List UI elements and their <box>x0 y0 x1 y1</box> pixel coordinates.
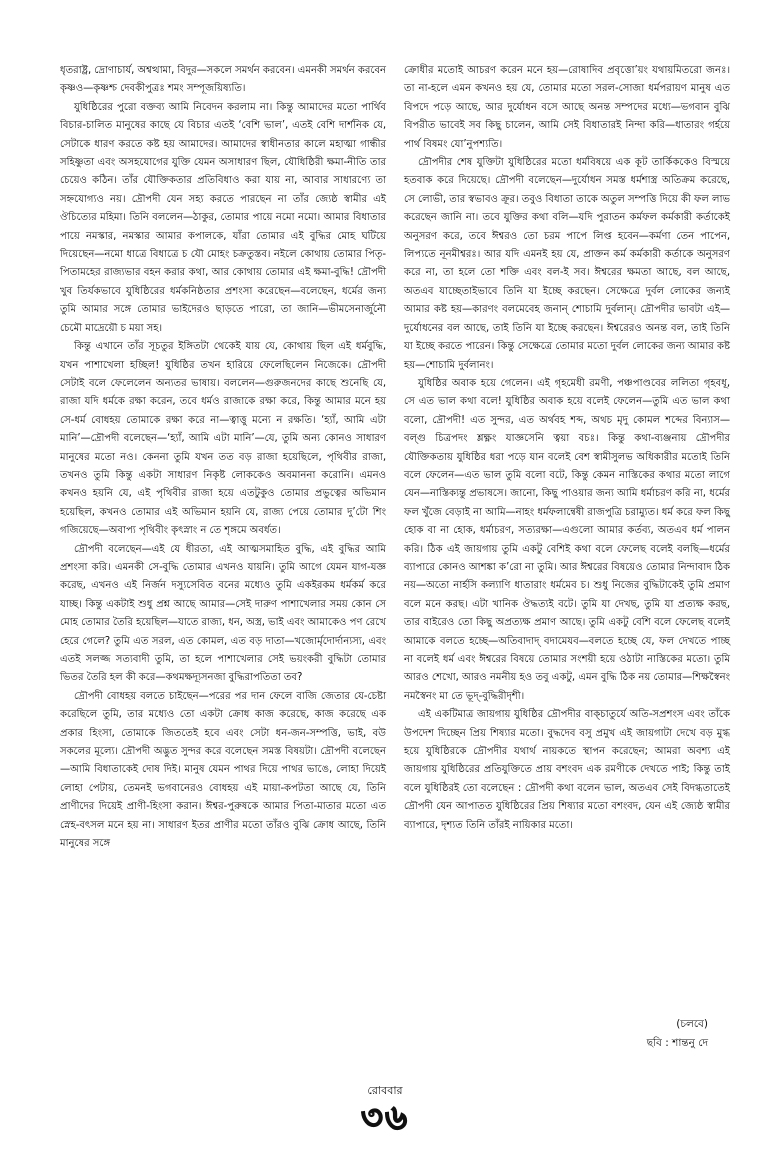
right-column <box>404 62 730 835</box>
paragraph: দ্রৌপদী বলেছেন—এই যে ধীরতা, এই আত্মসমাহিত বুদ্ধি, এই বুদ্ধির আমি প্রশংসা করি। এমনকী সে-বুদ্ধি তোমার এখনও যায়নি। তুমি আগে যেমন যাগ-যজ্ঞ করেছ, এখনও এই নির্জন দস্যুসেবিত বনের মধ্যেও তুমি একইরকম ধর্মকর্ম করে যাচ্ছ। কিন্তু একটাই শুধু প্রশ্ন আছে আমার—সেই দারুণ পাশাখেলার সময় কোন সে মোহ তোমার তৈরি হয়েছিল—যাতে রাজ্য, ধন, অস্ত্র, ভাই এবং আমাকেও পণ রেখে হেরে গেলে? তুমি এত সরল, এত কোমল, এত বড় দাতা—খজোর্মৃদোর্দান্যস্য, এবং এতই সলজ্জ সত্যবাদী তুমি, তা হলে পাশাখেলার সেই ভয়ংকরী বুদ্ধিটা তোমার ভিতর তৈরি হল কী করে—কথমক্ষদ্যূসনজা বুদ্ধিরাপতিতা তব? <box>60 543 386 684</box>
paragraph: যুধিষ্ঠিরের পুরো বক্তব্য আমি নিবেদন করলাম না। কিন্তু আমাদের মতো পার্থিব বিচার-চালিত মানুষের কাছে যে বিচার এতই ‘বেশি ভাল’, এতই বেশি দার্শনিক যে, সেটাকে ধারণ করতে কষ্ট হয় আমাদের। আমাদের স্বাধীনতার কালে মহাত্মা গান্ধীর সহিষ্ণুতা এবং অসহযোগের যুক্তি যেমন অসাধারণ ছিল, যৌধিষ্ঠিরী ক্ষমা-নীতি তার চেয়েও কঠিন। তাঁর যৌক্তিকতার প্রতিবিধাও করা যায় না, আবার সাধারণ্যে তা সহ্নযোগ্যও নয়। দ্রৌপদী যেন সহ্য করতে পারছেন না তাঁর জ্যেষ্ঠ স্বামীর এই ঔচিত্যের মহিমা। তিনি বললেন—ঠাকুর, তোমার পায়ে নমো নমো। আমার বিধাতার পায়ে নমস্কার, নমস্কার আমার কপালকে, যাঁরা তোমার এই বুদ্ধির মোহ ঘটিয়ে দিয়েছেন—নমো ধাত্রে বিধাত্রে চ যৌ মোহং চক্রতুস্তব। নইলে কোথায় তোমার পিতৃ-পিতামহের রাজ্যভার বহন করার কথা, আর কোথায় তোমার এই ক্ষমা-বুদ্ধি! দ্রৌপদী খুব তির্যকভাবে যুধিষ্ঠিরের ধর্মকনিষ্ঠতার প্রশংসা করেছেন—বলেছেন, ধর্মের জন্য তুমি আমার সঙ্গে তোমার ভাইদেরও ছাড়তে পারো, তা জানি—ভীমসেনার্জুনৌ চেমৌ মাদ্রেয়ৌ চ ময়া সহ। <box>60 101 386 334</box>
magazine-name: রোববার <box>367 1084 403 1097</box>
paragraph: দ্রৌপদীর শেষ যুক্তিটা যুধিষ্ঠিরের মতো ধর্মবিষয়ে এক কূট তার্কিককেও বিস্ময়ে হতবাক করে দিয়েছে। দ্রৌপদী বলেছেন—দুর্যোধন সমস্ত ধর্মশাস্ত্র অতিক্রম করেছে, সে লোভী, তার স্বভাবও ক্রূর। তবুও বিধাতা তাকে অতুল সম্পত্তি দিয়ে কী ফল লাভ করেছেন জানি না। তবে যুক্তির কথা বলি—যদি পুরাতন কর্মফল কর্মকারী কর্তাকেই অনুসরণ করে, তবে ঈশ্বরও তো চরম পাপে লিপ্ত হবেন—কর্মণা তেন পাপেন, লিপ্যতে নূনমীশ্বরঃ। আর যদি এমনই হয় যে, প্রাক্তন কর্ম কর্মকারী কর্তাকে অনুসরণ করে না, তা হলে তো শক্তি এবং বল-ই সব। ঈশ্বরের ক্ষমতা আছে, বল আছে, অতএব যাচ্ছেতাইভাবে তিনি যা ইচ্ছে করছেন। সেক্ষেত্রে দুর্বল লোকের জন্যই আমার কষ্ট হয়—কারণং বলমেবেহ জনান্‌ শোচামি দুর্বলান্‌। দ্রৌপদীর ভাবটা এই—দুর্যোধনের বল আছে, তাই তিনি যা ইচ্ছে করছেন। ঈশ্বরেরও অনন্ত বল, তাই তিনি যা ইচ্ছে করতে পারেন। কিন্তু সেক্ষেত্রে তোমার মতো দুর্বল লোকের জন্য আমার কষ্ট হয়—শোচামি দুর্বলানং। <box>404 157 730 371</box>
paragraph: কিন্তু এখানে তাঁর সূচতুর ইঙ্গিতটা থেকেই যায় যে, কোথায় ছিল এই ধর্মবুদ্ধি, যখন পাশাখেলা হচ্ছিল! যুধিষ্ঠির তখন হারিয়ে ফেলেছিলেন নিজেকে। দ্রৌপদী সেটাই বলে ফেলেলেন অন্যতর ভাষায়। বললেন—গুরুজনদের কাছে শুনেছি যে, রাজা যদি ধর্মকে রক্ষা করেন, তবে ধর্মও রাজাকে রক্ষা করে, কিন্তু আমার মনে হয় সে-ধর্ম বোধহয় তোমাকে রক্ষা করে না—ত্বাত্তু মন্যে ন রক্ষতি। ‘হ্যাঁ, আমি এটা মানি’—দ্রৌপদী বলেছেন—‘হ্যাঁ, আমি এটা মানি’—যে, তুমি অন্য কোনও সাধারণ মানুষের মতো নও। কেননা তুমি যখন তত বড় রাজা হয়েছিলে, পৃথিবীর রাজা, তখনও তুমি কিন্তু একটা সাধারণ নিকৃষ্ট লোককেও অবমাননা করোনি। এমনও কখনও হয়নি যে, এই পৃথিবীর রাজা হয়ে এতটুকুও তোমার প্রভুত্বের অভিমান হয়েছিল, কখনও তোমার এই অভিমান হয়নি যে, রাজ্য পেয়ে তোমার দু’টো শিং গজিয়েছে—অবাপ্য পৃথিবীং কৃৎস্নাং ন তে শৃঙ্গমে অবর্ধত। <box>60 341 386 537</box>
paragraph: ক্রোধীর মতোই আচরণ করেন মনে হয়—রোষাদিব প্রবৃত্তো’য়ং যথায়মিতরো জনঃ। তা না-হলে এমন কখনও হয় যে, তোমার মতো সরল-সোজা ধর্মপরায়ণ মানুষ এত বিপদে পড়ে আছে, আর দুর্যোধন বসে আছে অনন্ত সম্পদের মধ্যে—ভগবান বুঝি বিপরীত ভাবেই সব কিছু চালেন, আমি সেই বিধাতারই নিন্দা করি—ধাতারং গর্হয়ে পার্থ বিষমং যো’নুপশ্যতি। <box>404 65 730 150</box>
paragraph: যুধিষ্ঠির অবাক হয়ে গেলেন। এই গৃহমেধী রমণী, পঞ্চপাণ্ডবের ললিতা গৃহবধূ, সে এত ভাল কথা বলে! যুধিষ্ঠির অবাক হয়ে বলেই ফেলেন—তুমি এত ভাল কথা বলো, দ্রৌপদী! এত সুন্দর, এত অর্থবহ শব্দ, অথচ মৃদু কোমল শব্দের বিন্যাস—বল্গু চিত্রপদং শ্লক্ষ্ণং যাজ্ঞসেনি ত্বয়া বচঃ। কিন্তু কথা-ব্যঞ্জনায় দ্রৌপদীর যৌক্তিকতায় যুধিষ্ঠির ধরা পড়ে যান বলেই বেশ স্বামীসুলভ অধিকারীর মতোই তিনি বলে ফেলেন—এত ভাল তুমি বলো বটে, কিন্তু কেমন নাস্তিকের কথার মতো লাগে যেন—নাস্তিক্যন্তু প্রভাষসে। জানো, কিছু পাওয়ার জন্য আমি ধর্মাচরণ করি না, ধর্মের ফল খুঁজে বেড়াই না আমি—নাহং ধর্মফলান্বেষী রাজপুত্রি চরাম্যুত। ধর্ম করে ফল কিছু হোক বা না হোক, ধর্মাচরণ, সত্যরক্ষা—এগুলো আমার কর্তব্য, অতএব ধর্ম পালন করি। ঠিক এই জায়গায় তুমি একটু বেশিই কথা বলে ফেলেছ বলেই বলছি—ধর্মের ব্যাপারে কোনও আশঙ্কা ক’রো না তুমি। আর ঈশ্বরের বিষয়েও তোমার নিন্দাবাদ ঠিক নয়—অতো নার্হসি কল্যাণি ধাতারাং ধর্মমেব চ। শুধু নিজের বুদ্ধিটাকেই তুমি প্রমাণ বলে মনে করছ। এটা খানিক ঔদ্ধত্যই বটে। তুমি যা দেখছ, তুমি যা প্রত্যক্ষ করছ, তার বাইরেও তো কিছু অপ্রত্যক্ষ প্রমাণ আছে। তুমি একটু বেশি বলে ফেলেছ বলেই আমাকে বলতে হচ্ছে—অতিবাদাদ্‌ বদামেযব—বলতে হচ্ছে যে, ফল দেখতে পাচ্ছ না বলেই ধর্ম এবং ঈশ্বরের বিষয়ে তোমার সংশয়ী হয়ে ওঠাটা নাস্তিকের মতো। তুমি আরও শেখো, আরও নমনীয় হও তবু একটু, এমন বুদ্ধি ঠিক নয় তোমার—শিক্ষস্বৈনং নমস্বৈনং মা তে ভূদ্‌-বুদ্ধিরীদৃশী। <box>404 377 730 702</box>
illustration-credit: ছবি : শান্তনু দে <box>646 1037 708 1049</box>
left-column <box>60 62 386 853</box>
paragraph: দ্রৌপদী বোধহয় বলতে চাইছেন—পরের পর দান ফেলে বাজি জেতার যে-চেষ্টা করেছিলে তুমি, তার মধ্যেও তো একটা ক্রোধ কাজ করেছে, কাজ করেছে এক প্রকার হিংসা, তোমাকে জিততেই হবে এবং সেটা ধন-জন-সম্পত্তি, ভাই, বউ সকলের মূল্যে। দ্রৌপদী অদ্ভুত সুন্দর করে বলেছেন সমস্ত বিষয়টা। দ্রৌপদী বলেছেন—আমি বিধাতাকেই দোষ দিই। মানুষ যেমন পাথর দিয়ে পাথর ভাঙে, লোহা দিয়েই লোহা পেটায়, তেমনই ভগবানেরও বোধহয় এই মায়া-কপটতা আছে যে, তিনি প্রাণীদের দিয়েই প্রাণী-হিংসা করান। ঈশ্বর-পুরুষকে আমার পিতা-মাতার মতো এত স্নেহ-বৎসল মনে হয় না। সাধারণ ইতর প্রাণীর মতো তাঁরও বুঝি ক্রোধ আছে, তিনি মানুষের সঙ্গে <box>60 690 386 850</box>
page-number: ৩৬ <box>360 1098 410 1138</box>
paragraph: এই একটিমাত্র জায়গায় যুধিষ্ঠির দ্রৌপদীর বাক্‌চাতুর্যে অতি-সপ্রশংস এবং তাঁকে উপদেশ দিচ্ছেন প্রিয় শিষ্যার মতো। বুদ্ধদেব বসু প্রমুখ এই জায়গাটা দেখে বড় মুগ্ধ হয়ে যুধিষ্ঠিরকে দ্রৌপদীর যথার্থ নায়কতে স্থাপন করেছেন; আমরা অবশ্য এই জায়গায় যুধিষ্ঠিরের প্রতিযুক্তিতে প্রায় বশংবদ এক রমণীকে দেখতে পাই; কিন্তু তাই বলে যুধিষ্ঠিরই তো বলেছেন : দ্রৌপদী কথা বলেন ভাল, অতএব সেই বিদগ্ধতাতেই দ্রৌপদী যেন আপাতত যুধিষ্ঠিরের প্রিয় শিষ্যার মতো বশংবদ, যেন এই জ্যেষ্ঠ স্বামীর ব্যাপারে, দৃশ্যত তিনি তাঁরই নায়িকার মতো। <box>404 709 730 831</box>
to-be-continued: (চলবে) <box>676 1018 708 1030</box>
paragraph: ধৃতরাষ্ট্র, দ্রোণাচার্য, অশ্বত্থামা, বিদুর—সকলে সমর্থন করবেন। এমনকী সমর্থন করবেন কৃষ্ণও—কৃষ্ণশ্চ দেবকীপুত্রঃ শমং সম্পূজয়িষ্যতি। <box>60 65 386 95</box>
